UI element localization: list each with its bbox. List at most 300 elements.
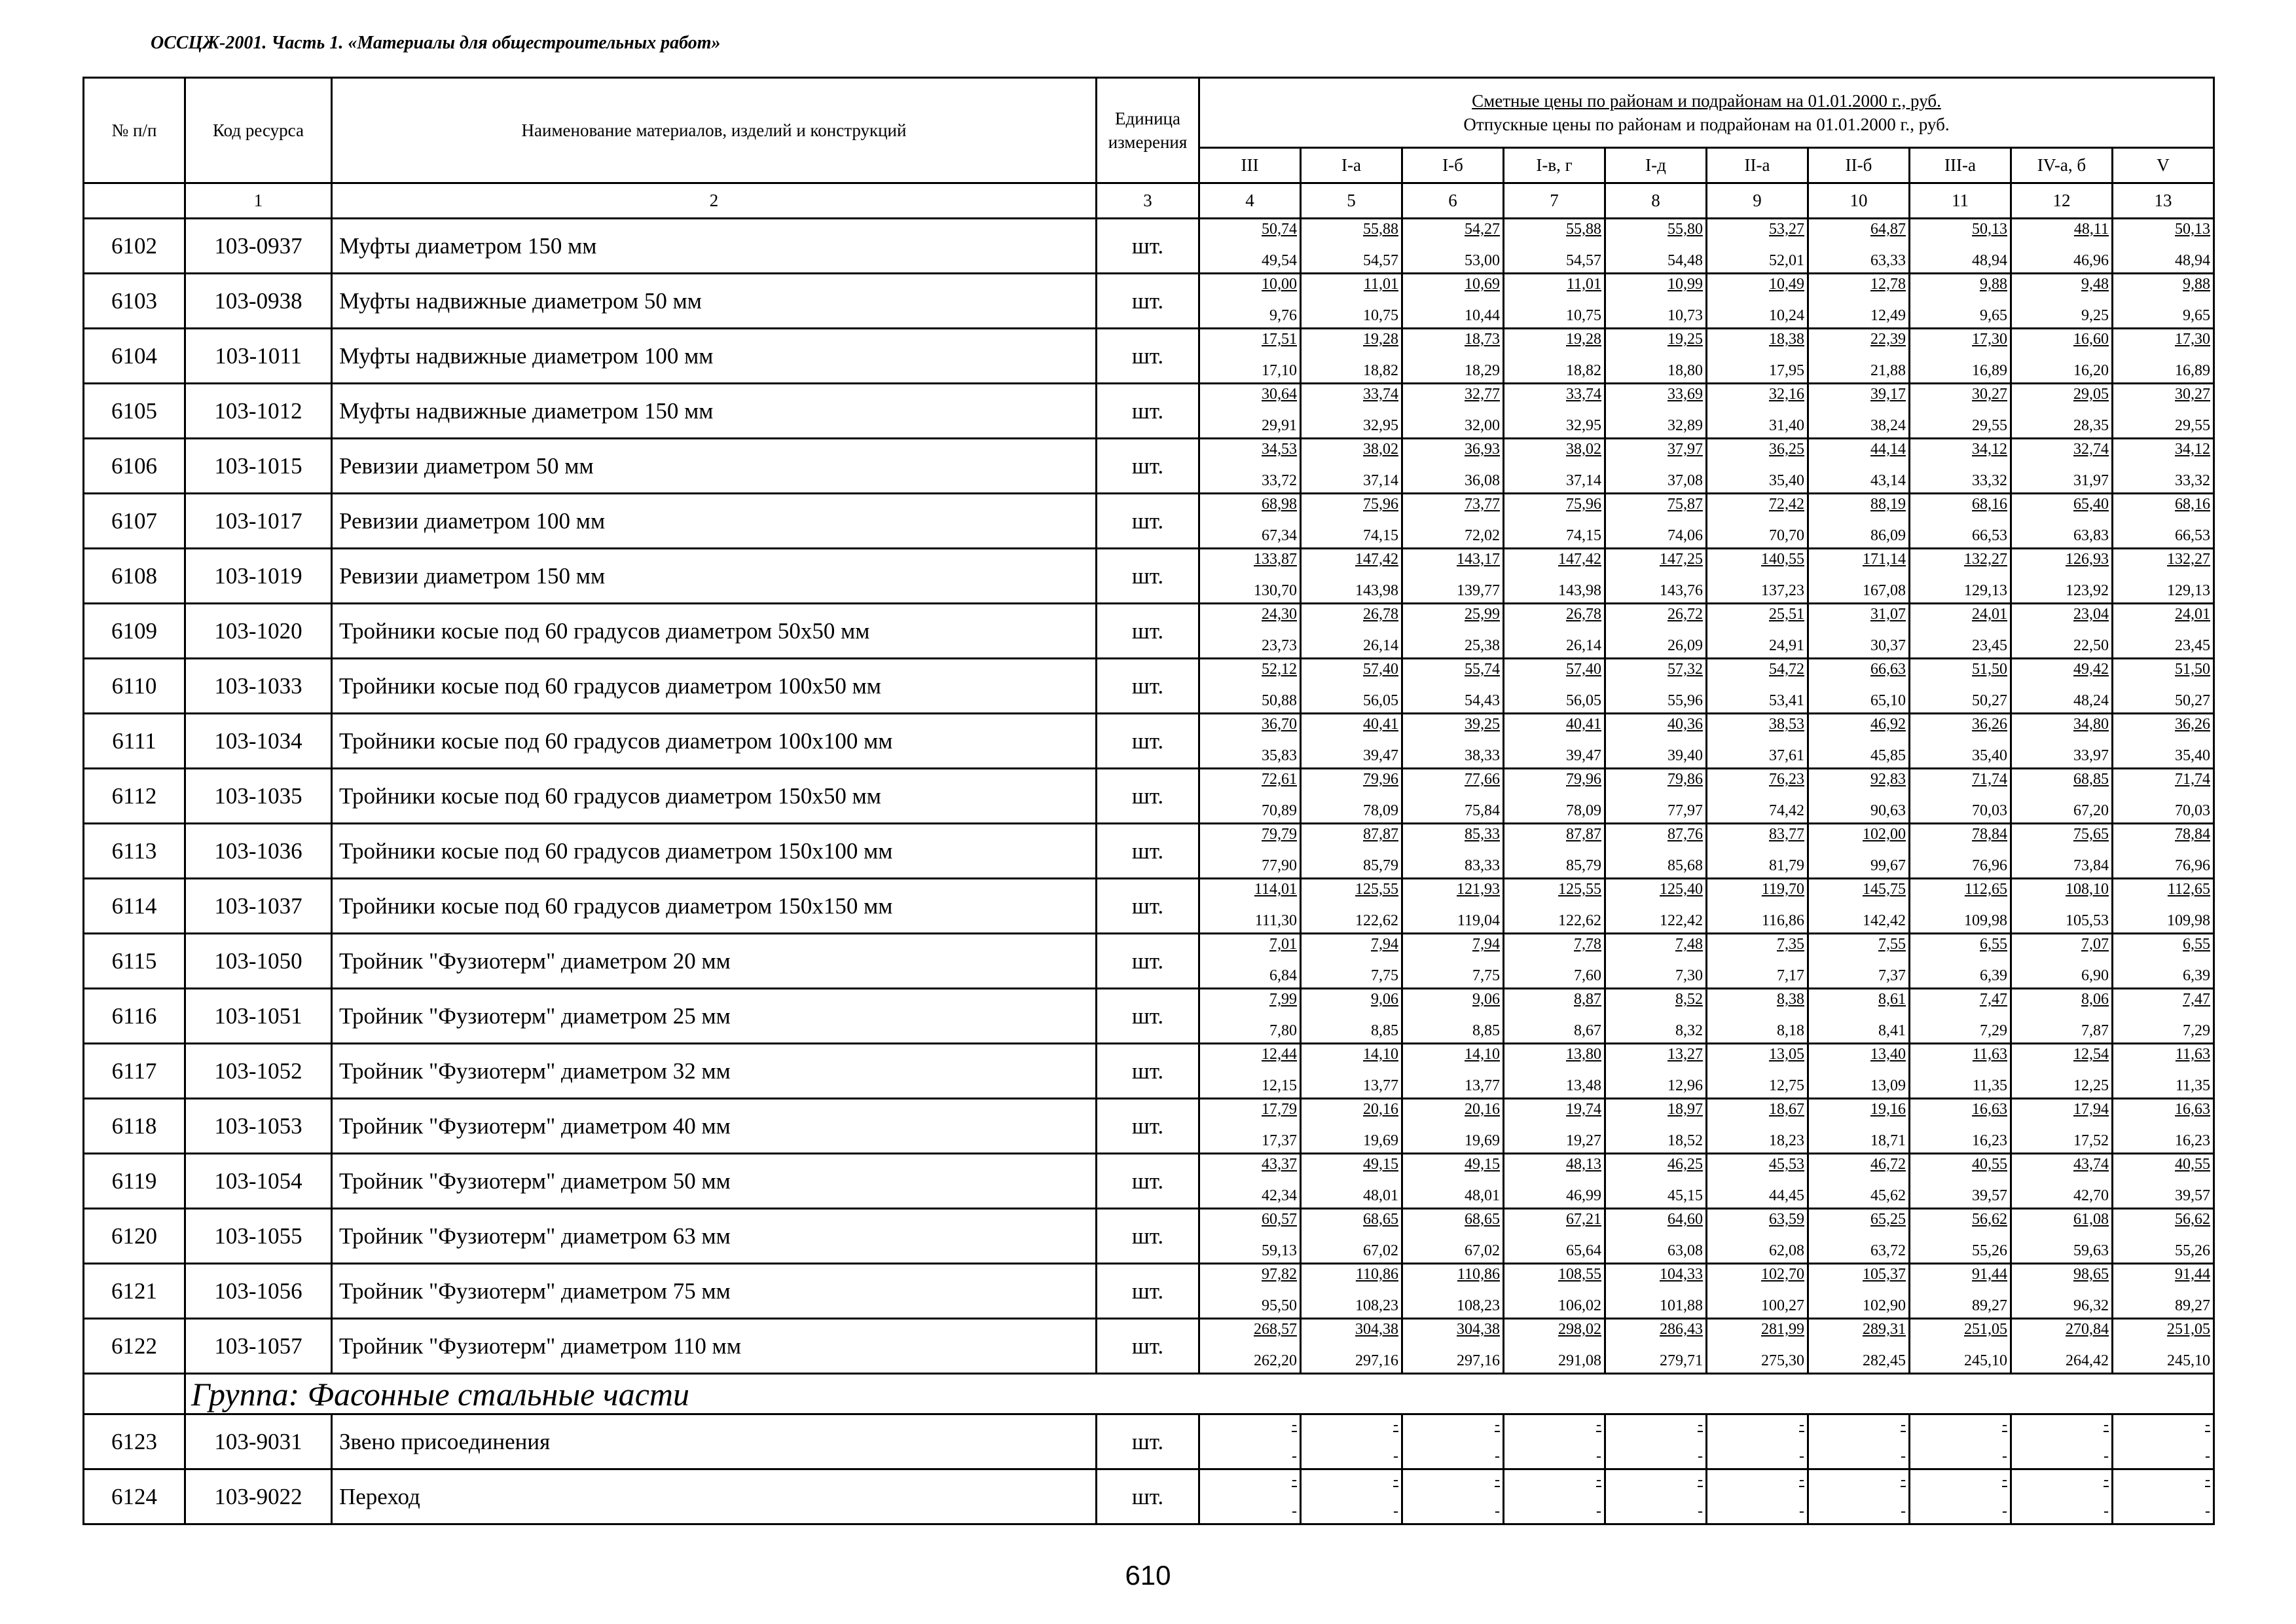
release-price: 13,77 <box>1465 1077 1500 1094</box>
release-price: 8,85 <box>1371 1022 1398 1039</box>
release-price: 18,71 <box>1870 1132 1906 1149</box>
release-price: 74,06 <box>1667 527 1703 544</box>
price-cell <box>1808 549 1910 604</box>
estimate-price: 55,74 <box>1465 661 1500 678</box>
estimate-price: 75,87 <box>1667 496 1703 513</box>
price-cell <box>1504 1319 1605 1374</box>
row-index: 6108 <box>84 549 185 604</box>
release-price: 7,29 <box>2183 1022 2210 1039</box>
price-cell <box>1808 1154 1910 1209</box>
price-cell <box>1402 274 1504 329</box>
resource-code: 103-1012 <box>185 384 332 439</box>
price-cell <box>1199 494 1301 549</box>
estimate-price: 79,96 <box>1363 771 1398 788</box>
estimate-price: 119,70 <box>1761 881 1804 898</box>
price-cell <box>1402 1154 1504 1209</box>
estimate-price: - <box>1596 1471 1601 1488</box>
release-price: 9,65 <box>2183 307 2210 324</box>
price-cell <box>1199 219 1301 274</box>
unit-of-measure: шт. <box>1097 384 1199 439</box>
price-cell <box>1301 879 1402 934</box>
price-cell <box>1402 1469 1504 1524</box>
price-cell <box>2113 274 2214 329</box>
release-price: 54,57 <box>1566 252 1601 269</box>
row-index: 6111 <box>84 714 185 769</box>
release-price: 73,84 <box>2073 857 2109 874</box>
estimate-price: 8,38 <box>1777 991 1804 1008</box>
estimate-price: 83,77 <box>1769 826 1804 843</box>
price-cell <box>1402 604 1504 659</box>
release-price: 21,88 <box>1870 362 1906 379</box>
estimate-price: - <box>2002 1416 2007 1433</box>
page-number: 610 <box>1125 1560 1171 1591</box>
resource-code: 103-1017 <box>185 494 332 549</box>
price-cell <box>1910 1414 2011 1469</box>
price-cell <box>1402 1264 1504 1319</box>
price-cell <box>1605 1469 1707 1524</box>
release-price: 35,40 <box>1769 472 1804 489</box>
estimate-price: 19,74 <box>1566 1101 1601 1118</box>
price-cell <box>1301 274 1402 329</box>
price-cell <box>1910 604 2011 659</box>
estimate-price: 79,96 <box>1566 771 1601 788</box>
release-price: 19,69 <box>1363 1132 1398 1149</box>
price-cell <box>1910 219 2011 274</box>
release-price: 7,29 <box>1980 1022 2007 1039</box>
header-prices <box>1199 78 2214 148</box>
release-price: 70,70 <box>1769 527 1804 544</box>
price-cell <box>1402 989 1504 1044</box>
region-header: I-б <box>1402 148 1504 183</box>
price-cell <box>1301 384 1402 439</box>
release-price: 62,08 <box>1769 1242 1804 1259</box>
estimate-price: 125,55 <box>1355 881 1398 898</box>
resource-code: 103-1055 <box>185 1209 332 1264</box>
estimate-price: 72,42 <box>1769 496 1804 513</box>
release-price: 75,84 <box>1465 802 1500 819</box>
release-price: 109,98 <box>2167 912 2210 929</box>
resource-code: 103-1019 <box>185 549 332 604</box>
price-cell <box>1808 1044 1910 1099</box>
price-cell <box>2011 769 2113 824</box>
resource-code: 103-1033 <box>185 659 332 714</box>
price-cell <box>1605 934 1707 989</box>
estimate-price: 75,96 <box>1566 496 1601 513</box>
price-cell <box>1301 714 1402 769</box>
price-cell <box>1605 769 1707 824</box>
estimate-price: 30,27 <box>2175 386 2210 403</box>
release-price: 32,95 <box>1566 417 1601 434</box>
release-price: - <box>2104 1503 2109 1520</box>
release-price: 29,55 <box>1972 417 2007 434</box>
release-price: 116,86 <box>1761 912 1804 929</box>
release-price: 72,02 <box>1465 527 1500 544</box>
release-price: 262,20 <box>1254 1352 1297 1369</box>
estimate-price: 114,01 <box>1254 881 1297 898</box>
row-index: 6122 <box>84 1319 185 1374</box>
column-number: 10 <box>1808 183 1910 219</box>
release-price: 100,27 <box>1761 1297 1804 1314</box>
price-cell <box>1301 824 1402 879</box>
estimate-price: 55,80 <box>1667 221 1703 238</box>
release-price: 50,88 <box>1262 692 1297 709</box>
release-price: 31,97 <box>2073 472 2109 489</box>
estimate-price: 132,27 <box>2167 551 2210 568</box>
estimate-price: 17,51 <box>1262 331 1297 348</box>
material-name: Муфты надвижные диаметром 100 мм <box>332 329 1097 384</box>
estimate-price: 33,74 <box>1363 386 1398 403</box>
price-cell <box>1504 934 1605 989</box>
column-number: 7 <box>1504 183 1605 219</box>
estimate-price: 10,00 <box>1262 276 1297 293</box>
release-price: 10,75 <box>1363 307 1398 324</box>
price-cell <box>2011 329 2113 384</box>
estimate-price: 14,10 <box>1465 1046 1500 1063</box>
price-cell <box>1402 494 1504 549</box>
price-cell <box>1808 1414 1910 1469</box>
price-cell <box>2011 384 2113 439</box>
price-cell <box>2011 1414 2113 1469</box>
table-row <box>84 219 2214 274</box>
price-cell <box>2011 1099 2113 1154</box>
price-cell <box>2113 659 2214 714</box>
release-price: 122,42 <box>1660 912 1703 929</box>
estimate-price: 7,48 <box>1675 936 1703 953</box>
table-row <box>84 329 2214 384</box>
estimate-price: 91,44 <box>2175 1266 2210 1283</box>
estimate-price: 7,94 <box>1371 936 1398 953</box>
release-price: 74,15 <box>1566 527 1601 544</box>
release-price: 48,01 <box>1465 1187 1500 1204</box>
release-price: 53,00 <box>1465 252 1500 269</box>
table-row <box>84 1044 2214 1099</box>
price-cell <box>1301 1099 1402 1154</box>
estimate-price: 46,92 <box>1870 716 1906 733</box>
material-name: Тройник "Фузиотерм" диаметром 75 мм <box>332 1264 1097 1319</box>
region-header: IV-а, б <box>2011 148 2113 183</box>
release-price: 22,50 <box>2073 637 2109 654</box>
price-cell <box>1199 329 1301 384</box>
column-number: 1 <box>185 183 332 219</box>
price-cell <box>1402 549 1504 604</box>
header-index: № п/п <box>84 78 185 183</box>
price-cell <box>2113 384 2214 439</box>
estimate-price: 46,25 <box>1667 1156 1703 1173</box>
release-price: 26,14 <box>1566 637 1601 654</box>
unit-of-measure: шт. <box>1097 1099 1199 1154</box>
unit-of-measure: шт. <box>1097 659 1199 714</box>
estimate-price: - <box>2002 1471 2007 1488</box>
release-price: - <box>2104 1448 2109 1465</box>
resource-code: 103-1011 <box>185 329 332 384</box>
price-cell <box>1707 879 1808 934</box>
estimate-price: 98,65 <box>2073 1266 2109 1283</box>
release-price: 78,09 <box>1363 802 1398 819</box>
price-cell <box>1707 384 1808 439</box>
price-cell <box>1199 1319 1301 1374</box>
release-price: 6,84 <box>1269 967 1297 984</box>
estimate-price: 7,55 <box>1878 936 1906 953</box>
release-price: 65,64 <box>1566 1242 1601 1259</box>
release-price: 54,57 <box>1363 252 1398 269</box>
estimate-price: 51,50 <box>2175 661 2210 678</box>
release-price: 33,72 <box>1262 472 1297 489</box>
price-cell <box>1504 989 1605 1044</box>
estimate-price: 11,01 <box>1363 276 1398 293</box>
price-cell <box>1808 1319 1910 1374</box>
release-price: 31,40 <box>1769 417 1804 434</box>
release-price: 33,97 <box>2073 747 2109 764</box>
estimate-price: 61,08 <box>2073 1211 2109 1228</box>
estimate-price: 145,75 <box>1863 881 1906 898</box>
release-price: 59,63 <box>2073 1242 2109 1259</box>
estimate-price: 298,02 <box>1558 1321 1601 1338</box>
price-cell <box>1707 549 1808 604</box>
estimate-price: 24,30 <box>1262 606 1297 623</box>
column-number-blank <box>84 183 185 219</box>
price-cell <box>1707 934 1808 989</box>
release-price: 17,52 <box>2073 1132 2109 1149</box>
release-price: 16,89 <box>2175 362 2210 379</box>
price-cell <box>2011 714 2113 769</box>
estimate-price: 34,12 <box>1972 441 2007 458</box>
release-price: 33,32 <box>1972 472 2007 489</box>
price-cell <box>1301 934 1402 989</box>
estimate-price: 68,98 <box>1262 496 1297 513</box>
estimate-price: 31,07 <box>1870 606 1906 623</box>
material-name: Тройник "Фузиотерм" диаметром 20 мм <box>332 934 1097 989</box>
release-price: 54,43 <box>1465 692 1500 709</box>
price-cell <box>1402 1319 1504 1374</box>
release-price: 8,67 <box>1574 1022 1601 1039</box>
price-cell <box>2113 1154 2214 1209</box>
price-cell <box>2113 934 2214 989</box>
price-cell <box>1301 1414 1402 1469</box>
unit-of-measure: шт. <box>1097 494 1199 549</box>
estimate-price: 12,78 <box>1870 276 1906 293</box>
unit-of-measure: шт. <box>1097 714 1199 769</box>
table-row <box>84 439 2214 494</box>
unit-of-measure: шт. <box>1097 439 1199 494</box>
release-price: 32,95 <box>1363 417 1398 434</box>
estimate-price: 16,63 <box>1972 1101 2007 1118</box>
estimate-price: 108,10 <box>2066 881 2109 898</box>
price-cell <box>1605 549 1707 604</box>
release-price: 282,45 <box>1863 1352 1906 1369</box>
release-price: 8,18 <box>1777 1022 1804 1039</box>
release-price: 89,27 <box>2175 1297 2210 1314</box>
release-price: 18,29 <box>1465 362 1500 379</box>
release-price: 39,57 <box>2175 1187 2210 1204</box>
estimate-price: 171,14 <box>1863 551 1906 568</box>
estimate-price: 121,93 <box>1457 881 1500 898</box>
release-price: 13,48 <box>1566 1077 1601 1094</box>
price-cell <box>1504 769 1605 824</box>
estimate-price: 9,88 <box>1980 276 2007 293</box>
estimate-price: 10,69 <box>1465 276 1500 293</box>
release-price: 59,13 <box>1262 1242 1297 1259</box>
release-price: - <box>1393 1503 1398 1520</box>
table-row <box>84 384 2214 439</box>
release-price: 26,09 <box>1667 637 1703 654</box>
material-name: Тройник "Фузиотерм" диаметром 110 мм <box>332 1319 1097 1374</box>
row-index: 6112 <box>84 769 185 824</box>
estimate-price: - <box>1901 1416 1906 1433</box>
estimate-price: 125,55 <box>1558 881 1601 898</box>
release-price: 6,90 <box>2081 967 2109 984</box>
price-cell <box>2113 1414 2214 1469</box>
price-cell <box>2011 879 2113 934</box>
release-price: 12,15 <box>1262 1077 1297 1094</box>
estimate-price: 126,93 <box>2066 551 2109 568</box>
estimate-price: 19,25 <box>1667 331 1703 348</box>
release-price: 45,62 <box>1870 1187 1906 1204</box>
unit-of-measure: шт. <box>1097 1469 1199 1524</box>
material-name: Звено присоединения <box>332 1414 1097 1469</box>
estimate-price: 7,01 <box>1269 936 1297 953</box>
price-cell <box>1605 1099 1707 1154</box>
release-price: 24,91 <box>1769 637 1804 654</box>
estimate-price: 49,42 <box>2073 661 2109 678</box>
release-price: 32,89 <box>1667 417 1703 434</box>
release-price: 129,13 <box>2167 582 2210 599</box>
release-price: 90,63 <box>1870 802 1906 819</box>
price-cell <box>1808 989 1910 1044</box>
release-price: 10,44 <box>1465 307 1500 324</box>
release-price: - <box>2002 1503 2007 1520</box>
price-cell <box>1910 1209 2011 1264</box>
estimate-price: 75,65 <box>2073 826 2109 843</box>
unit-of-measure: шт. <box>1097 1319 1199 1374</box>
estimate-price: 17,94 <box>2073 1101 2109 1118</box>
price-cell <box>1808 274 1910 329</box>
release-price: 7,30 <box>1675 967 1703 984</box>
price-cell <box>2113 494 2214 549</box>
unit-of-measure: шт. <box>1097 824 1199 879</box>
estimate-price: 10,99 <box>1667 276 1703 293</box>
estimate-price: 68,85 <box>2073 771 2109 788</box>
release-price: 29,91 <box>1262 417 1297 434</box>
price-cell <box>1605 384 1707 439</box>
estimate-price: 36,26 <box>2175 716 2210 733</box>
price-cell <box>1199 1469 1301 1524</box>
estimate-price: 56,62 <box>2175 1211 2210 1228</box>
price-cell <box>1199 549 1301 604</box>
estimate-price: 55,88 <box>1566 221 1601 238</box>
release-price: 17,95 <box>1769 362 1804 379</box>
release-price: 63,33 <box>1870 252 1906 269</box>
price-cell <box>1199 384 1301 439</box>
price-cell <box>1808 604 1910 659</box>
material-name: Переход <box>332 1469 1097 1524</box>
release-price: 50,27 <box>2175 692 2210 709</box>
price-cell <box>1808 659 1910 714</box>
price-cell <box>1808 769 1910 824</box>
estimate-price: 60,57 <box>1262 1211 1297 1228</box>
release-price: 18,80 <box>1667 362 1703 379</box>
release-price: 245,10 <box>2167 1352 2210 1369</box>
price-cell <box>1504 714 1605 769</box>
release-price: 67,20 <box>2073 802 2109 819</box>
estimate-price: 87,76 <box>1667 826 1703 843</box>
estimate-price: 304,38 <box>1355 1321 1398 1338</box>
price-cell <box>1199 604 1301 659</box>
price-cell <box>1301 219 1402 274</box>
estimate-price: 20,16 <box>1363 1101 1398 1118</box>
price-cell <box>1808 219 1910 274</box>
estimate-price: - <box>1495 1416 1500 1433</box>
estimate-price: 40,41 <box>1566 716 1601 733</box>
unit-of-measure: шт. <box>1097 1264 1199 1319</box>
estimate-price: 48,13 <box>1566 1156 1601 1173</box>
release-price: 101,88 <box>1660 1297 1703 1314</box>
resource-code: 103-1020 <box>185 604 332 659</box>
estimate-price: 112,65 <box>2167 881 2210 898</box>
price-cell <box>1605 1209 1707 1264</box>
estimate-price: 8,52 <box>1675 991 1703 1008</box>
material-name: Тройник "Фузиотерм" диаметром 40 мм <box>332 1099 1097 1154</box>
region-header: I-в, г <box>1504 148 1605 183</box>
release-price: 119,04 <box>1457 912 1500 929</box>
price-cell <box>1808 714 1910 769</box>
column-number: 4 <box>1199 183 1301 219</box>
release-price: - <box>1901 1503 1906 1520</box>
estimate-price: 18,67 <box>1769 1101 1804 1118</box>
estimate-price: - <box>2104 1416 2109 1433</box>
estimate-price: 40,41 <box>1363 716 1398 733</box>
estimate-price: - <box>1799 1471 1804 1488</box>
estimate-price: 7,07 <box>2081 936 2109 953</box>
release-price: 39,47 <box>1363 747 1398 764</box>
release-price: 6,39 <box>1980 967 2007 984</box>
price-cell <box>1910 274 2011 329</box>
price-cell <box>1808 879 1910 934</box>
release-price: 10,24 <box>1769 307 1804 324</box>
release-price: 142,42 <box>1863 912 1906 929</box>
release-price: 33,32 <box>2175 472 2210 489</box>
estimate-price: 36,70 <box>1262 716 1297 733</box>
release-price: 12,96 <box>1667 1077 1703 1094</box>
estimate-price: 36,93 <box>1465 441 1500 458</box>
table-row <box>84 604 2214 659</box>
release-price: 143,76 <box>1660 582 1703 599</box>
release-price: 95,50 <box>1262 1297 1297 1314</box>
estimate-price: 11,63 <box>2175 1046 2210 1063</box>
release-price: 7,17 <box>1777 967 1804 984</box>
header-name: Наименование материалов, изделий и конструкций <box>332 78 1097 183</box>
release-price: 45,15 <box>1667 1187 1703 1204</box>
release-price: 48,94 <box>1972 252 2007 269</box>
estimate-price: 29,05 <box>2073 386 2109 403</box>
estimate-price: 286,43 <box>1660 1321 1703 1338</box>
table-row <box>84 1099 2214 1154</box>
price-cell <box>1605 1319 1707 1374</box>
estimate-price: - <box>1292 1416 1297 1433</box>
release-price: 52,01 <box>1769 252 1804 269</box>
table-row <box>84 494 2214 549</box>
resource-code: 103-1037 <box>185 879 332 934</box>
release-price: - <box>1495 1503 1500 1520</box>
group-index-blank <box>84 1374 185 1414</box>
estimate-price: 54,72 <box>1769 661 1804 678</box>
price-cell <box>1707 1469 1808 1524</box>
material-name: Тройник "Фузиотерм" диаметром 25 мм <box>332 989 1097 1044</box>
column-number: 8 <box>1605 183 1707 219</box>
estimate-price: 8,61 <box>1878 991 1906 1008</box>
release-price: - <box>1292 1503 1297 1520</box>
release-price: 65,10 <box>1870 692 1906 709</box>
release-price: 48,01 <box>1363 1187 1398 1204</box>
